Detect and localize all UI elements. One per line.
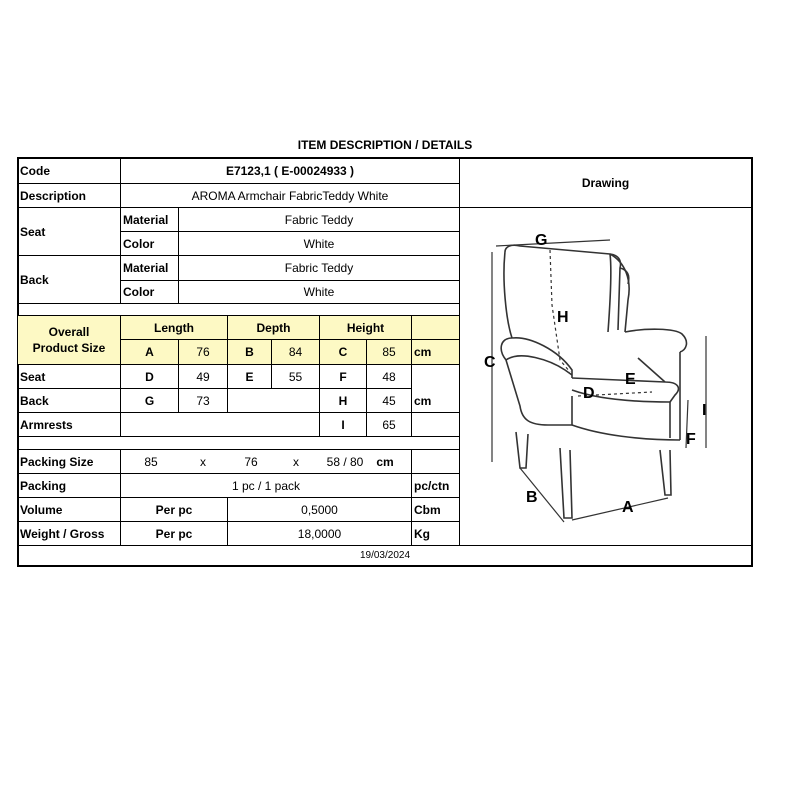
- packing-unit: pc/ctn: [414, 478, 450, 493]
- dim-a-value: 76: [196, 345, 210, 359]
- dim-unit-1: cm: [414, 345, 432, 359]
- overall-label-line1: Overall: [48, 325, 90, 339]
- dim-d-letter: D: [145, 369, 154, 384]
- dim-d-value: 49: [196, 369, 210, 384]
- overall-label-line2: Product Size: [32, 341, 106, 355]
- weight-value: 18,0000: [297, 526, 342, 541]
- dim-a-letter: A: [145, 345, 154, 359]
- weight-unit: Kg: [414, 526, 430, 541]
- dim-g-value: 73: [196, 393, 210, 408]
- dim-e-letter: E: [245, 369, 254, 384]
- depth-header: Depth: [256, 320, 291, 335]
- packing-size-x2: x: [293, 454, 299, 469]
- drawing-letter-i: I: [702, 402, 707, 419]
- armchair-drawing: [460, 210, 750, 545]
- dim-c-value: 85: [382, 345, 396, 359]
- dim-h-letter: H: [338, 393, 348, 408]
- packing-value: 1 pc / 1 pack: [231, 478, 301, 493]
- packing-size-unit: cm: [376, 454, 394, 469]
- packing-size-x1: x: [200, 454, 206, 469]
- seat-color-label: Color: [123, 236, 155, 251]
- armrests-label: Armrests: [20, 417, 73, 432]
- packing-size-v2: 76: [244, 454, 258, 469]
- volume-unit: Cbm: [414, 502, 441, 517]
- drawing-letter-h: H: [557, 309, 569, 326]
- length-header: Length: [154, 320, 194, 335]
- description-value: AROMA Armchair FabricTeddy White: [191, 188, 389, 203]
- dim-g-letter: G: [144, 393, 155, 408]
- drawing-letter-e: E: [625, 371, 636, 388]
- packing-size-label: Packing Size: [20, 454, 94, 469]
- drawing-letter-f: F: [686, 431, 696, 448]
- volume-label: Volume: [20, 502, 63, 517]
- dim-h-value: 45: [382, 393, 396, 408]
- back-color-value: White: [303, 285, 335, 299]
- dim-i-value: 65: [382, 417, 396, 432]
- seat-dims-label: Seat: [20, 369, 46, 384]
- dim-unit-2: cm: [414, 393, 432, 408]
- back-material-value: Fabric Teddy: [284, 261, 354, 275]
- dim-i-letter: I: [341, 417, 345, 432]
- drawing-letter-g: G: [535, 232, 548, 249]
- dim-f-value: 48: [382, 369, 396, 384]
- packing-label: Packing: [20, 478, 67, 493]
- drawing-letter-b: B: [526, 489, 538, 506]
- dim-e-value: 55: [288, 369, 303, 384]
- weight-per: Per pc: [155, 526, 193, 541]
- code-label: Code: [20, 164, 50, 178]
- overall-label: [18, 316, 120, 364]
- date: 19/03/2024: [359, 550, 411, 561]
- back-dims-label: Back: [20, 393, 49, 408]
- weight-label: Weight / Gross: [20, 526, 105, 541]
- packing-size-v3: 58 / 80: [326, 454, 364, 469]
- packing-size-v1: 85: [144, 454, 158, 469]
- volume-value: 0,5000: [301, 502, 338, 517]
- drawing-letter-a: A: [622, 499, 634, 516]
- drawing-letter-d: D: [583, 385, 595, 402]
- page-title: ITEM DESCRIPTION / DETAILS: [297, 138, 473, 152]
- description-label: Description: [20, 188, 87, 203]
- back-material-label: Material: [123, 261, 169, 275]
- dim-b-letter: B: [245, 345, 254, 359]
- code-value: E7123,1 ( E-00024933 ): [225, 164, 355, 178]
- dim-b-value: 84: [288, 345, 303, 359]
- drawing-letter-c: C: [484, 354, 496, 371]
- seat-color-value: White: [303, 236, 335, 251]
- drawing-label: Drawing: [581, 176, 630, 190]
- dim-f-letter: F: [339, 369, 347, 384]
- seat-material-label: Material: [123, 212, 169, 227]
- seat-label: Seat: [20, 224, 46, 239]
- back-color-label: Color: [123, 285, 155, 299]
- seat-material-value: Fabric Teddy: [284, 212, 354, 227]
- volume-per: Per pc: [155, 502, 193, 517]
- back-label: Back: [20, 272, 49, 287]
- dim-c-letter: C: [338, 345, 348, 359]
- height-header: Height: [346, 320, 385, 335]
